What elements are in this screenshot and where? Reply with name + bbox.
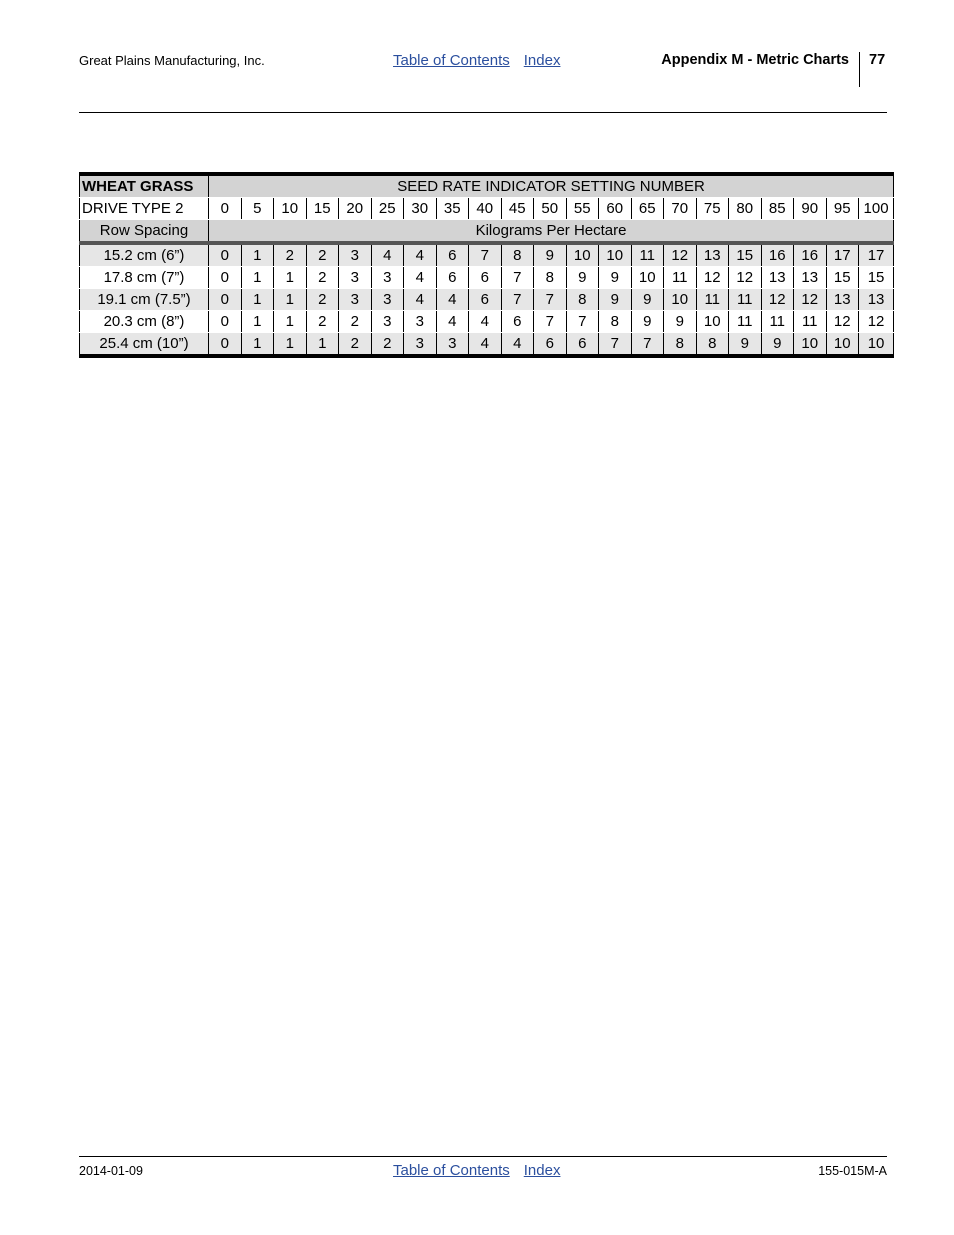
rate-cell: 3 [339, 267, 372, 289]
rate-cell: 15 [859, 267, 894, 289]
rate-cell: 16 [761, 243, 794, 267]
rate-cell: 6 [534, 333, 567, 357]
rate-cell: 11 [794, 311, 827, 333]
units-row [80, 220, 894, 244]
table-row [80, 289, 894, 311]
rate-cell: 3 [339, 243, 372, 267]
rate-cell: 9 [534, 243, 567, 267]
rate-cell: 6 [436, 243, 469, 267]
rate-cell: 8 [534, 267, 567, 289]
rate-cell: 13 [826, 289, 859, 311]
rate-cell: 7 [469, 243, 502, 267]
page-number: 77 [869, 52, 886, 68]
rate-cell: 1 [306, 333, 339, 357]
rate-cell: 11 [664, 267, 697, 289]
settings-row [80, 198, 894, 220]
rate-cell: 1 [241, 333, 274, 357]
rate-cell: 11 [729, 289, 762, 311]
setting-number: 70 [664, 198, 697, 220]
rate-cell: 3 [339, 289, 372, 311]
setting-number: 55 [566, 198, 599, 220]
row-spacing-cell: 17.8 cm (7”) [80, 267, 209, 289]
rate-cell: 1 [274, 311, 307, 333]
rate-cell: 3 [404, 311, 437, 333]
setting-number: 0 [209, 198, 242, 220]
index-link[interactable]: Index [523, 1162, 561, 1179]
rate-cell: 1 [241, 243, 274, 267]
rate-cell: 7 [534, 311, 567, 333]
rate-cell: 1 [241, 311, 274, 333]
rate-cell: 9 [729, 333, 762, 357]
rate-cell: 9 [761, 333, 794, 357]
rate-cell: 7 [599, 333, 632, 357]
units-label: Kilograms Per Hectare [209, 220, 894, 244]
rate-cell: 0 [209, 333, 242, 357]
setting-number: 50 [534, 198, 567, 220]
table-row [80, 333, 894, 357]
rate-cell: 3 [371, 267, 404, 289]
setting-number: 45 [501, 198, 534, 220]
rate-cell: 7 [566, 311, 599, 333]
rate-cell: 6 [469, 267, 502, 289]
rate-cell: 1 [274, 267, 307, 289]
setting-number: 60 [599, 198, 632, 220]
rate-cell: 10 [794, 333, 827, 357]
rate-cell: 0 [209, 289, 242, 311]
rate-cell: 11 [729, 311, 762, 333]
rate-cell: 2 [306, 243, 339, 267]
header-rule [79, 112, 887, 113]
rate-cell: 17 [826, 243, 859, 267]
rate-cell: 1 [241, 289, 274, 311]
setting-number: 40 [469, 198, 502, 220]
rate-cell: 6 [469, 289, 502, 311]
rate-cell: 15 [826, 267, 859, 289]
rate-cell: 13 [859, 289, 894, 311]
seed-rate-table [79, 172, 894, 358]
rate-cell: 4 [469, 311, 502, 333]
setting-number: 90 [794, 198, 827, 220]
table-title-row [80, 174, 894, 198]
table-of-contents-link[interactable]: Table of Contents [393, 52, 510, 69]
crop-name: WHEAT GRASS [80, 174, 209, 198]
rate-cell: 15 [729, 243, 762, 267]
rate-cell: 9 [566, 267, 599, 289]
setting-number: 5 [241, 198, 274, 220]
rate-cell: 13 [794, 267, 827, 289]
setting-number: 20 [339, 198, 372, 220]
footer-rule [79, 1156, 887, 1157]
rate-cell: 8 [566, 289, 599, 311]
rate-cell: 12 [664, 243, 697, 267]
setting-number: 15 [306, 198, 339, 220]
setting-number: 75 [696, 198, 729, 220]
drive-type-label: DRIVE TYPE 2 [80, 198, 209, 220]
setting-number: 30 [404, 198, 437, 220]
section-title: Appendix M - Metric Charts [661, 52, 849, 68]
company-name: Great Plains Manufacturing, Inc. [79, 53, 265, 68]
document-number: 155-015M-A [818, 1164, 887, 1178]
rate-cell: 9 [631, 311, 664, 333]
rate-cell: 8 [696, 333, 729, 357]
rate-cell: 4 [404, 243, 437, 267]
rate-cell: 12 [794, 289, 827, 311]
rate-cell: 4 [436, 311, 469, 333]
rate-cell: 2 [339, 311, 372, 333]
rate-cell: 1 [241, 267, 274, 289]
rate-cell: 11 [631, 243, 664, 267]
table-of-contents-link[interactable]: Table of Contents [393, 1162, 510, 1179]
rate-cell: 4 [469, 333, 502, 357]
rate-cell: 2 [306, 267, 339, 289]
row-spacing-cell: 19.1 cm (7.5”) [80, 289, 209, 311]
rate-cell: 6 [501, 311, 534, 333]
setting-number: 100 [859, 198, 894, 220]
rate-cell: 10 [599, 243, 632, 267]
rate-cell: 8 [501, 243, 534, 267]
row-spacing-cell: 20.3 cm (8”) [80, 311, 209, 333]
rate-cell: 12 [761, 289, 794, 311]
rate-cell: 4 [404, 289, 437, 311]
setting-number: 80 [729, 198, 762, 220]
rate-cell: 1 [274, 289, 307, 311]
rate-cell: 10 [664, 289, 697, 311]
rate-cell: 8 [664, 333, 697, 357]
rate-cell: 2 [339, 333, 372, 357]
rate-cell: 12 [826, 311, 859, 333]
rate-cell: 7 [631, 333, 664, 357]
rate-cell: 10 [696, 311, 729, 333]
rate-cell: 4 [371, 243, 404, 267]
rate-cell: 16 [794, 243, 827, 267]
setting-number: 10 [274, 198, 307, 220]
header-divider [859, 52, 860, 87]
rate-cell: 4 [404, 267, 437, 289]
rate-cell: 9 [664, 311, 697, 333]
rate-cell: 17 [859, 243, 894, 267]
setting-number-header: SEED RATE INDICATOR SETTING NUMBER [209, 174, 894, 198]
table-row [80, 311, 894, 333]
rate-cell: 0 [209, 311, 242, 333]
rate-cell: 9 [631, 289, 664, 311]
rate-cell: 12 [859, 311, 894, 333]
table-row [80, 267, 894, 289]
row-spacing-cell: 25.4 cm (10”) [80, 333, 209, 357]
row-spacing-label: Row Spacing [80, 220, 209, 244]
rate-cell: 3 [436, 333, 469, 357]
rate-cell: 7 [534, 289, 567, 311]
row-spacing-cell: 15.2 cm (6”) [80, 243, 209, 267]
rate-cell: 3 [371, 289, 404, 311]
rate-cell: 2 [306, 289, 339, 311]
rate-cell: 3 [371, 311, 404, 333]
rate-cell: 8 [599, 311, 632, 333]
rate-cell: 12 [696, 267, 729, 289]
rate-cell: 9 [599, 267, 632, 289]
rate-cell: 0 [209, 243, 242, 267]
rate-cell: 10 [566, 243, 599, 267]
rate-cell: 2 [306, 311, 339, 333]
setting-number: 25 [371, 198, 404, 220]
setting-number: 65 [631, 198, 664, 220]
rate-cell: 13 [761, 267, 794, 289]
header-nav [393, 52, 560, 69]
footer-nav [393, 1162, 560, 1179]
rate-cell: 11 [696, 289, 729, 311]
rate-cell: 2 [274, 243, 307, 267]
rate-cell: 7 [501, 267, 534, 289]
rate-cell: 6 [436, 267, 469, 289]
rate-cell: 12 [729, 267, 762, 289]
rate-cell: 10 [631, 267, 664, 289]
index-link[interactable]: Index [523, 52, 561, 69]
rate-cell: 13 [696, 243, 729, 267]
setting-number: 95 [826, 198, 859, 220]
rate-cell: 0 [209, 267, 242, 289]
rate-cell: 1 [274, 333, 307, 357]
rate-cell: 10 [826, 333, 859, 357]
setting-number: 35 [436, 198, 469, 220]
setting-number: 85 [761, 198, 794, 220]
rate-cell: 6 [566, 333, 599, 357]
rate-cell: 9 [599, 289, 632, 311]
rate-cell: 7 [501, 289, 534, 311]
table-row [80, 243, 894, 267]
rate-cell: 4 [436, 289, 469, 311]
rate-cell: 3 [404, 333, 437, 357]
rate-cell: 2 [371, 333, 404, 357]
rate-cell: 4 [501, 333, 534, 357]
rate-cell: 11 [761, 311, 794, 333]
footer-date: 2014-01-09 [79, 1164, 143, 1178]
rate-cell: 10 [859, 333, 894, 357]
